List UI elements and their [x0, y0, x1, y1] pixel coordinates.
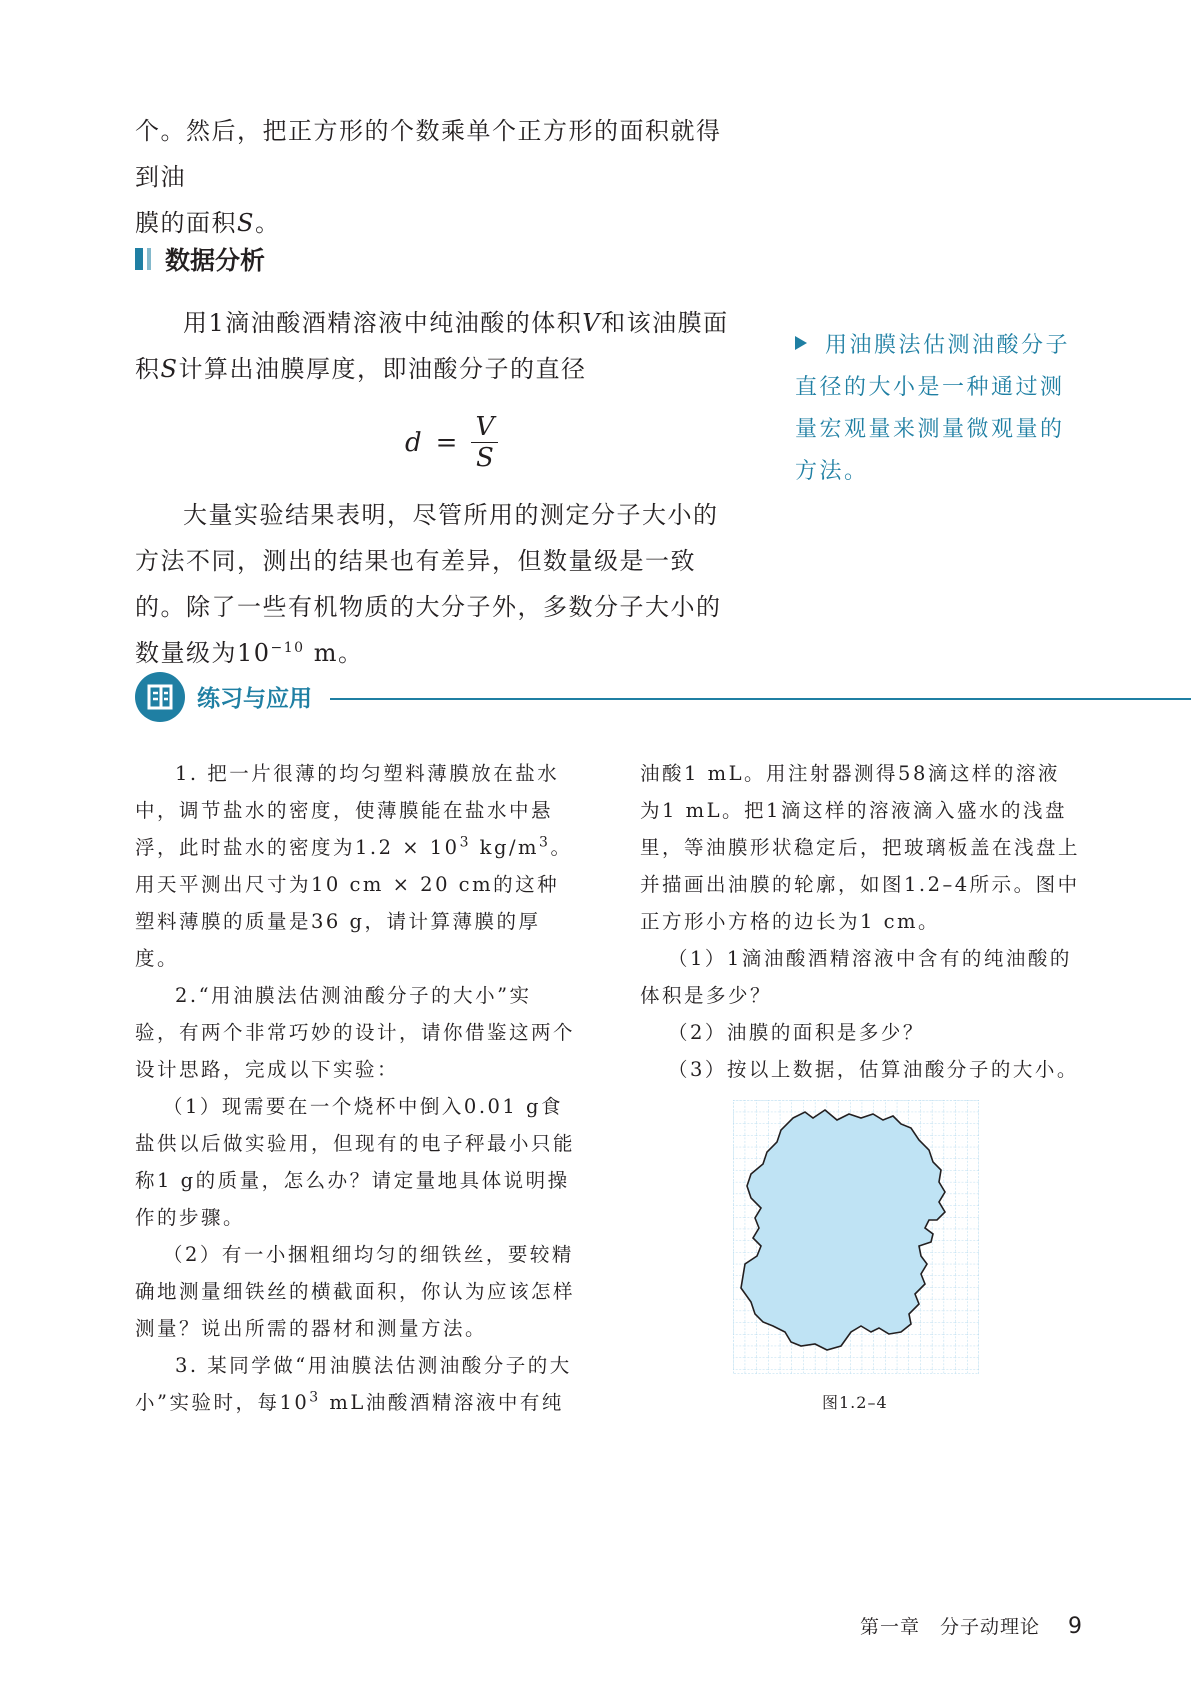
question-3-part-2: （2）油膜的面积是多少？ [668, 1021, 925, 1044]
triangle-bullet-icon [795, 336, 807, 350]
question-3-part-1: （1）1滴油酸酒精溶液中含有的纯油酸的体积是多少？ [640, 947, 1072, 1007]
side-note: 用油膜法估测油酸分子直径的大小是一种通过测量宏观量来测量微观量的方法。 [795, 333, 1071, 484]
question-3-part-3: （3）按以上数据，估算油酸分子的大小。 [668, 1058, 1079, 1081]
diameter-formula: d = $\frac{V}{S}$ [405, 412, 498, 473]
exercise-title: 练习与应用 [197, 686, 312, 712]
top-line-2: 膜的面积S。 [135, 209, 281, 237]
page-number: 9 [1068, 1614, 1084, 1639]
exercise-icon [135, 672, 185, 722]
exercise-left-column [135, 755, 575, 1421]
oil-film-figure [733, 1100, 979, 1378]
question-2-part-1: （1）现需要在一个烧杯中倒入0.01 g食盐供以后做实验用，但现有的电子秤最小只能称1 g的质量，怎么办？请定量地具体说明操作的步骤。 [135, 1095, 576, 1229]
top-paragraph [135, 108, 735, 246]
section-title: 数据分析 [165, 246, 266, 275]
section-heading [135, 242, 265, 276]
figure-caption: 图1.2–4 [822, 1393, 888, 1412]
heading-bar-icon [135, 248, 143, 270]
formula-fraction: $\frac{V}{S}$ [471, 412, 498, 473]
chapter-label: 第一章 分子动理论 [860, 1616, 1041, 1638]
exercise-right-column [640, 755, 1080, 1088]
exercise-divider [330, 698, 1191, 700]
question-2-part-2: （2）有一小捆粗细均匀的细铁丝，要较精确地测量细铁丝的横截面积，你认为应该怎样测量？说出所需的器材和测量方法。 [135, 1243, 576, 1340]
question-2: 2.“用油膜法估测油酸分子的大小”实验，有两个非常巧妙的设计，请你借鉴这两个设计思路，完成以下实验： [135, 984, 576, 1081]
question-3: 3. 某同学做“用油膜法估测油酸分子的大小”实验时，每$10^3$ mL油酸酒精溶液中有纯 [135, 1354, 572, 1414]
page-footer [860, 1612, 1083, 1639]
top-line-1: 个。然后，把正方形的个数乘单个正方形的面积就得到油 [135, 117, 722, 191]
question-3-continued: 油酸1 mL。用注射器测得58滴这样的溶液为1 mL。把1滴这样的溶液滴入盛水的浅盘里，等油膜形状稳定后，把玻璃板盖在浅盘上并描画出油膜的轮廓，如图1.2–4所示。图中正方形小方格的边长为1 cm。 [640, 762, 1081, 933]
oil-film-grid-svg [733, 1100, 979, 1374]
question-1: 1. 把一片很薄的均匀塑料薄膜放在盐水中，调节盐水的密度，使薄膜能在盐水中悬浮，此时盐水的密度为$1.2 \times 10^3$ $kg/m^3$。用天平测出尺寸为10 cm × 20 cm的这种塑料薄膜的质量是36 g，请计算薄膜的厚度。 [135, 762, 573, 970]
heading-bar-thin-icon [147, 248, 151, 270]
analysis-paragraph-2: 大量实验结果表明，尽管所用的测定分子大小的方法不同，测出的结果也有差异，但数量级是一致的。除了一些有机物质的大分子外，多数分子大小的数量级为$10^{-10}$ m。 [135, 501, 722, 667]
analysis-paragraph-1: 用1滴油酸酒精溶液中纯油酸的体积V和该油膜面积S计算出油膜厚度，即油酸分子的直径 [135, 309, 729, 383]
